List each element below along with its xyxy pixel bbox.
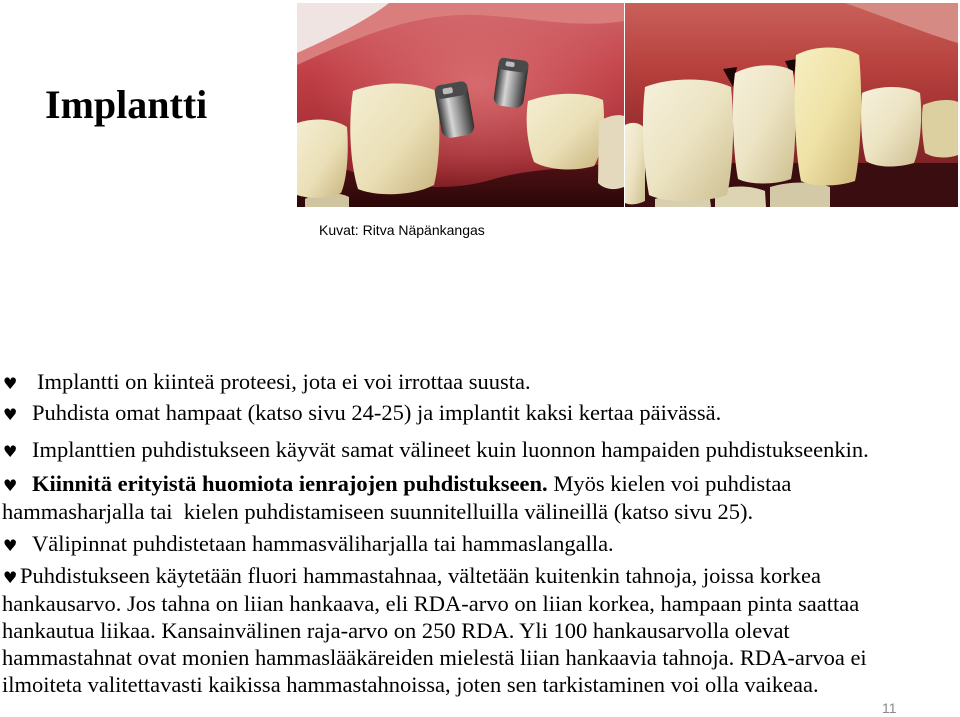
heart-bullet-icon: ♥ bbox=[3, 536, 18, 555]
heart-bullet-icon: ♥ bbox=[3, 374, 18, 393]
tooth bbox=[795, 48, 861, 186]
implant-abutments-image bbox=[297, 3, 624, 207]
bullet-item bbox=[0, 562, 960, 589]
slide-title: Implantti bbox=[45, 82, 208, 127]
bullet-item bbox=[0, 530, 960, 557]
implant-crowns-photo bbox=[625, 3, 958, 207]
bullet-text: Implantti on kiinteä proteesi, jota ei voi irrottaa suusta. bbox=[37, 369, 531, 394]
implant-abutments-photo bbox=[297, 3, 624, 207]
bullet-item bbox=[0, 368, 960, 395]
bullet-text: hammasharjalla tai kielen puhdistamiseen suunnitelluilla välineillä (katso sivu 25). bbox=[2, 499, 754, 524]
bullet-text: hammastahnat ovat monien hammaslääkäreiden mielestä liian hankaavia tahnoja. RDA-arvoa ei bbox=[2, 645, 867, 670]
bullet-text: hankausarvo. Jos tahna on liian hankaava, eli RDA-arvo on liian korkea, hampaan pinta saattaa bbox=[2, 591, 860, 616]
tooth bbox=[527, 94, 604, 170]
bullet-item bbox=[0, 470, 960, 497]
bullet-continuation bbox=[0, 644, 960, 671]
bullet-text: Implanttien puhdistukseen käyvät samat välineet kuin luonnon hampaiden puhdistukseenkin. bbox=[32, 437, 869, 462]
heart-bullet-icon: ♥ bbox=[3, 405, 18, 424]
heart-bullet-icon: ♥ bbox=[3, 568, 18, 587]
heart-bullet-icon: ♥ bbox=[3, 476, 18, 495]
tooth bbox=[922, 100, 958, 157]
bullet-item bbox=[0, 399, 960, 426]
tooth bbox=[733, 65, 796, 183]
bullet-item bbox=[0, 436, 960, 463]
bullet-emphasis: Kiinnitä erityistä huomiota ienrajojen puhdistukseen. bbox=[32, 471, 548, 496]
bullet-text: hankautua liikaa. Kansainvälinen raja-arvo on 250 RDA. Yli 100 hankausarvolla olevat bbox=[2, 618, 790, 643]
bullet-text: Välipinnat puhdistetaan hammasväliharjalla tai hammaslangalla. bbox=[32, 531, 614, 556]
photo-credit: Kuvat: Ritva Näpänkangas bbox=[319, 222, 485, 238]
heart-bullet-icon: ♥ bbox=[3, 442, 18, 461]
page-number: 11 bbox=[882, 700, 897, 716]
tooth bbox=[350, 84, 439, 195]
bullet-text-rest: Myös kielen voi puhdistaa bbox=[547, 471, 792, 496]
bullet-continuation bbox=[0, 671, 960, 698]
bullet-text bbox=[32, 470, 791, 497]
lower-tooth bbox=[770, 183, 830, 208]
tooth bbox=[625, 123, 645, 204]
bullet-continuation bbox=[0, 498, 960, 525]
bullet-continuation bbox=[0, 590, 960, 617]
bullet-text: ilmoiteta valitettavasti kaikissa hammastahnoissa, joten sen tarkistaminen voi olla vaikeaa. bbox=[2, 672, 819, 697]
bullet-continuation bbox=[0, 617, 960, 644]
bullet-text: Puhdistukseen käytetään fluori hammastahnaa, vältetään kuitenkin tahnoja, joissa korkea bbox=[20, 563, 822, 588]
tooth bbox=[598, 115, 624, 189]
tooth bbox=[861, 87, 921, 167]
tooth bbox=[643, 80, 733, 202]
bullet-text: Puhdista omat hampaat (katso sivu 24-25) ja implantit kaksi kertaa päivässä. bbox=[32, 400, 722, 425]
implant-crowns-image bbox=[625, 3, 958, 207]
tooth bbox=[297, 120, 348, 198]
